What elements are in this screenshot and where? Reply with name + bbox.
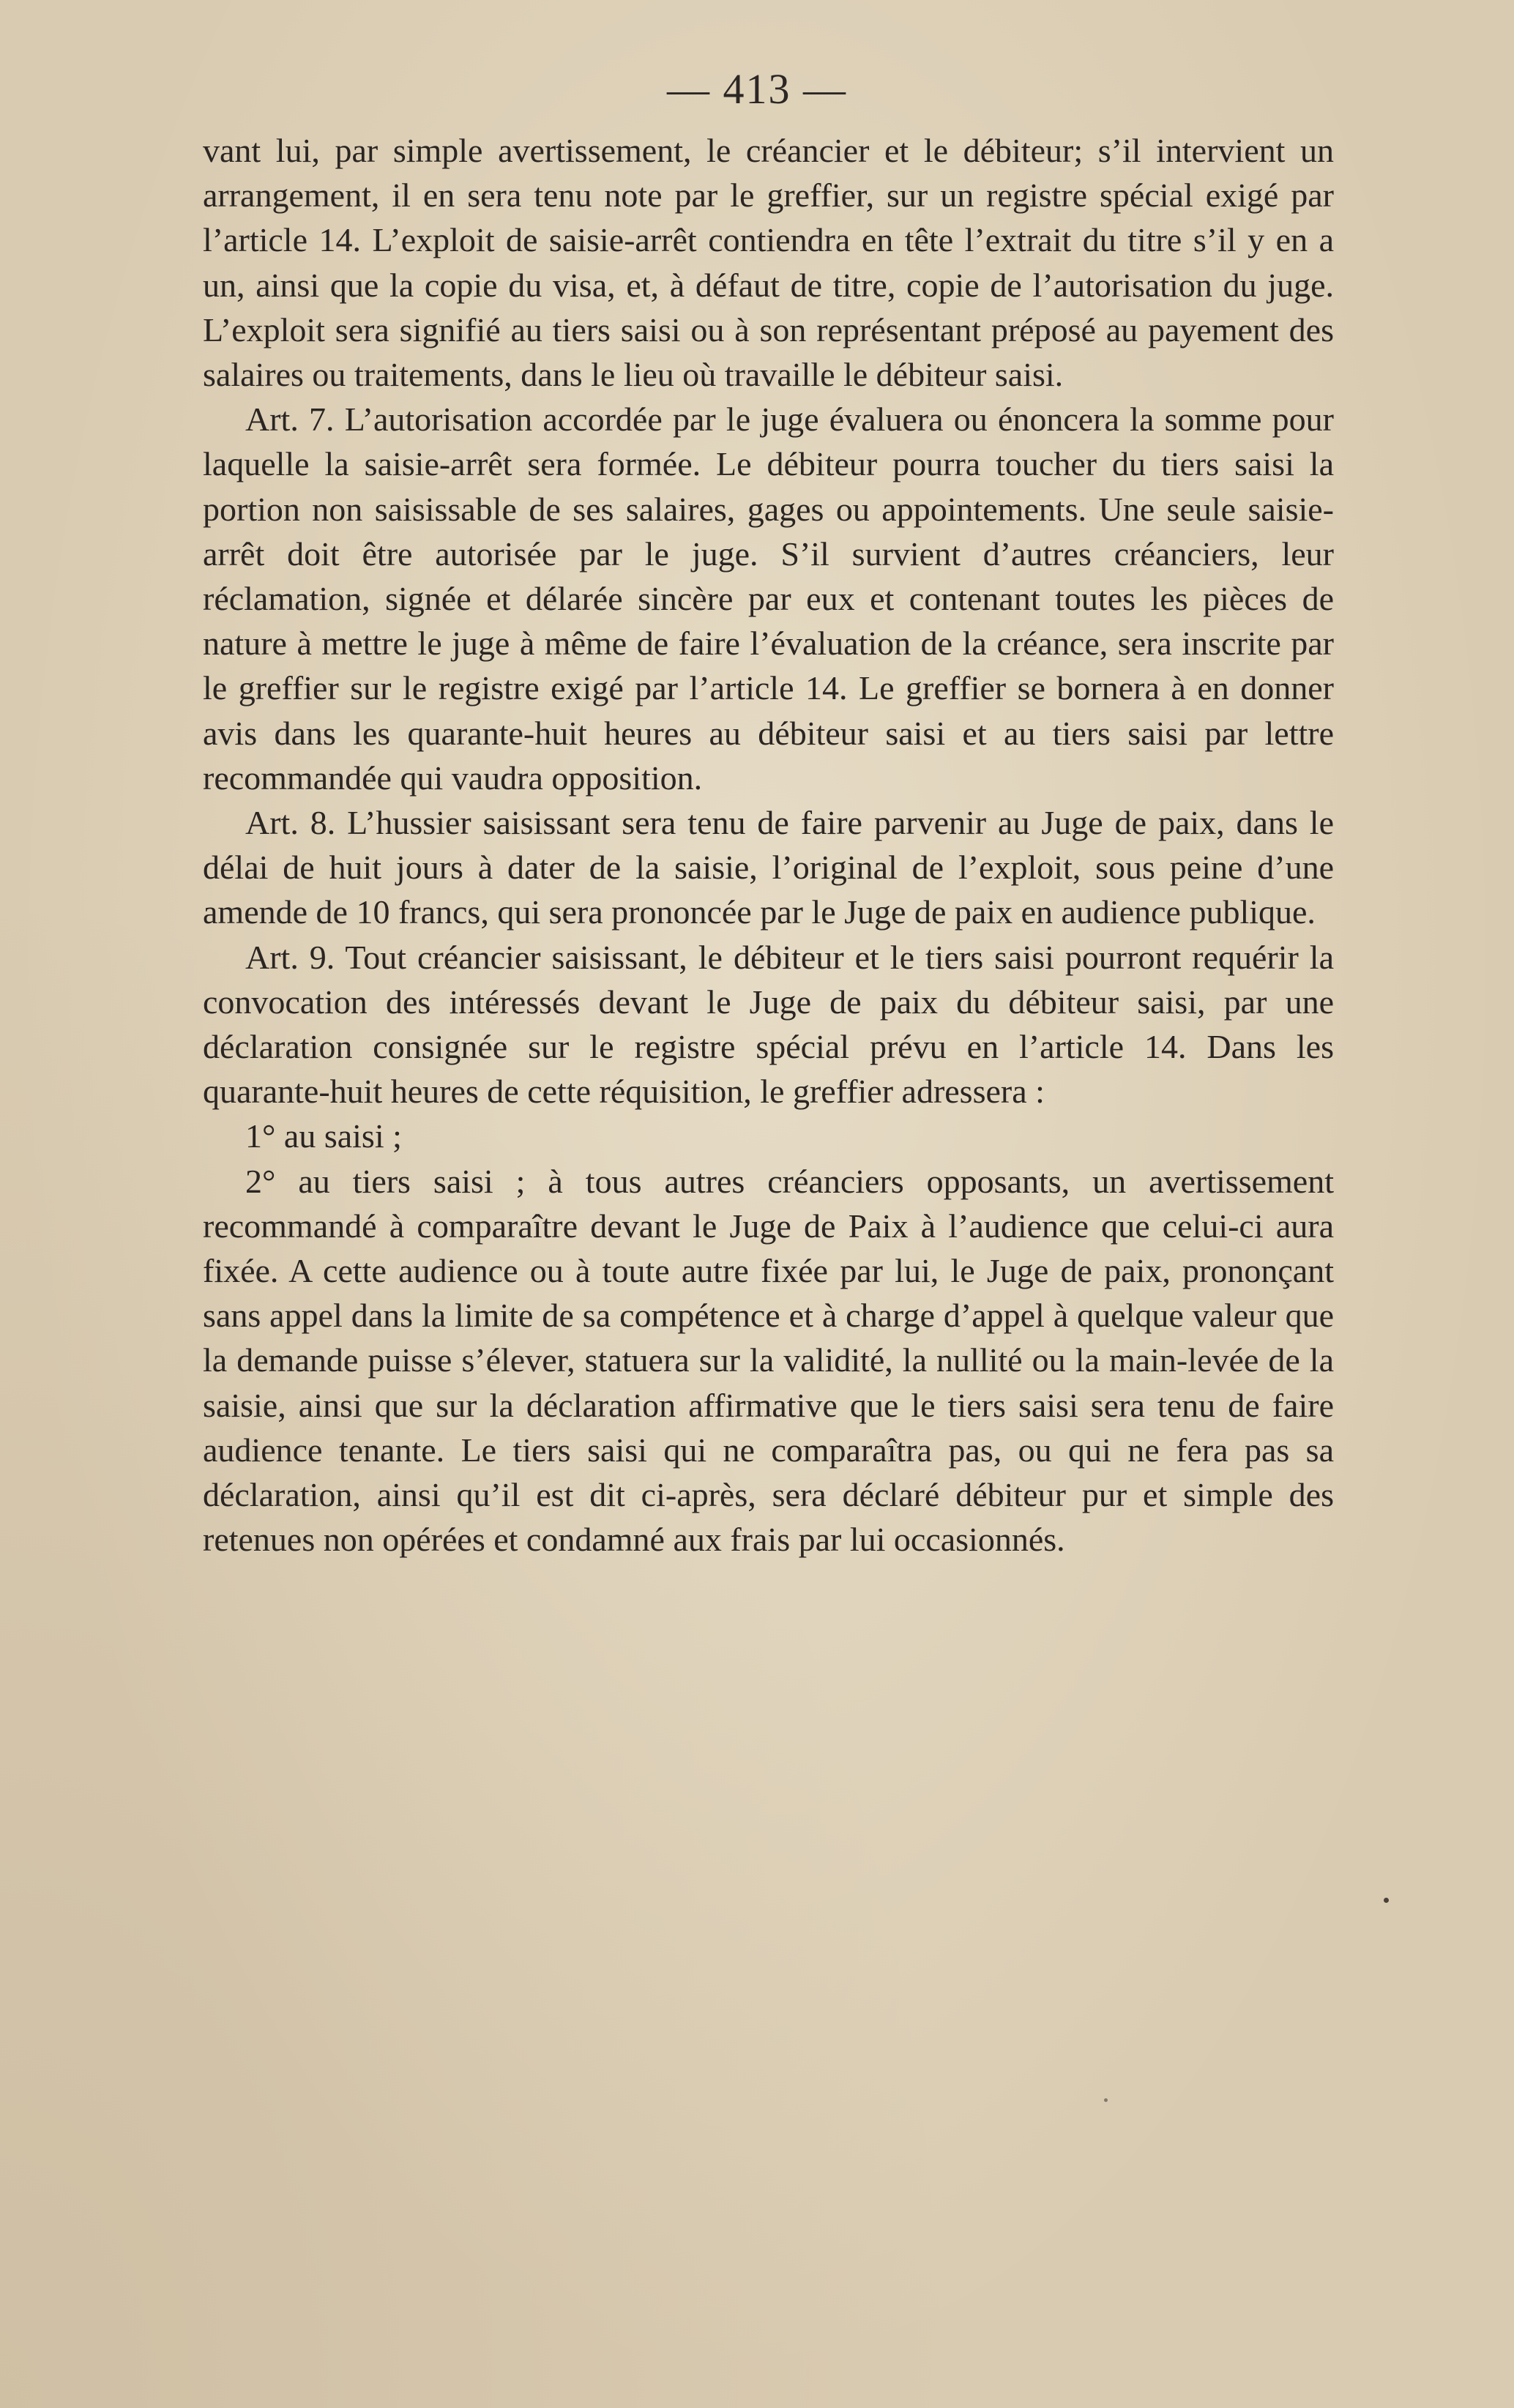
paragraph-article-9: Art. 9. Tout créancier saisissant, le débiteur et le tiers saisi pourront requérir la convocation des intéressés devant le Juge de paix du débiteur saisi, par une déclaration consignée sur le registre spécial prévu en l’article 14. Dans les quarante-huit heures de cette réquisition, le greffier adressera : — [203, 938, 1334, 1111]
list-item-1: 1° au saisi ; — [245, 1117, 402, 1155]
ink-speck — [1384, 1898, 1389, 1903]
paragraph-continuation: vant lui, par simple avertissement, le créancier et le débiteur; s’il intervient un arrangement, il en sera tenu note par le greffier, sur un registre spécial exigé par l’article 14. L’exploit de saisie-arrêt contiendra en tête l’extrait du titre s’il y en a un, ainsi que la copie du visa, et, à défaut de titre, copie de l’autorisation du juge. L’exploit sera signifié au tiers saisi ou à son représentant préposé au payement des salaires ou traitements, dans le lieu où travaille le débiteur saisi. — [203, 132, 1334, 394]
paragraph-article-7: Art. 7. L’autorisation accordée par le juge évaluera ou énoncera la somme pour laquelle la saisie-arrêt sera formée. Le débiteur pourra toucher du tiers saisi la portion non saisissable de ses salaires, gages ou appointements. Une seule saisie-arrêt doit être autorisée par le juge. S’il survient d’autres créanciers, leur réclamation, signée et délarée sincère par eux et contenant toutes les pièces de nature à mettre le juge à même de faire l’évaluation de la créance, sera inscrite par le greffier sur le registre exigé par l’article 14. Le greffier se bornera à en donner avis dans les quarante-huit heures au débiteur saisi et au tiers saisi par lettre recommandée qui vaudra opposition. — [203, 400, 1334, 797]
body-text — [203, 128, 1334, 1562]
paragraph-article-8: Art. 8. L’hussier saisissant sera tenu de faire parvenir au Juge de paix, dans le délai de huit jours à dater de la saisie, l’original de l’exploit, sous peine d’une amende de 10 francs, qui sera prononcée par le Juge de paix en audience publique. — [203, 804, 1334, 931]
ink-speck — [1104, 2098, 1108, 2102]
list-item-2: 2° au tiers saisi ; à tous autres créanciers opposants, un avertissement recommandé à comparaître devant le Juge de Paix à l’audience que celui-ci aura fixée. A cette audience ou à toute autre fixée par lui, le Juge de paix, prononçant sans appel dans la limite de sa compétence et à charge d’appel à quelque valeur que la demande puisse s’élever, statuera sur la validité, la nullité ou la main-levée de la saisie, ainsi que sur la déclaration affirmative que le tiers saisi sera tenu de faire audience tenante. Le tiers saisi qui ne comparaîtra pas, ou qui ne fera pas sa déclaration, ainsi qu’il est dit ci-après, sera déclaré débiteur pur et simple des retenues non opérées et condamné aux frais par lui occasionnés. — [203, 1162, 1334, 1559]
page-number: — 413 — — [667, 65, 847, 113]
